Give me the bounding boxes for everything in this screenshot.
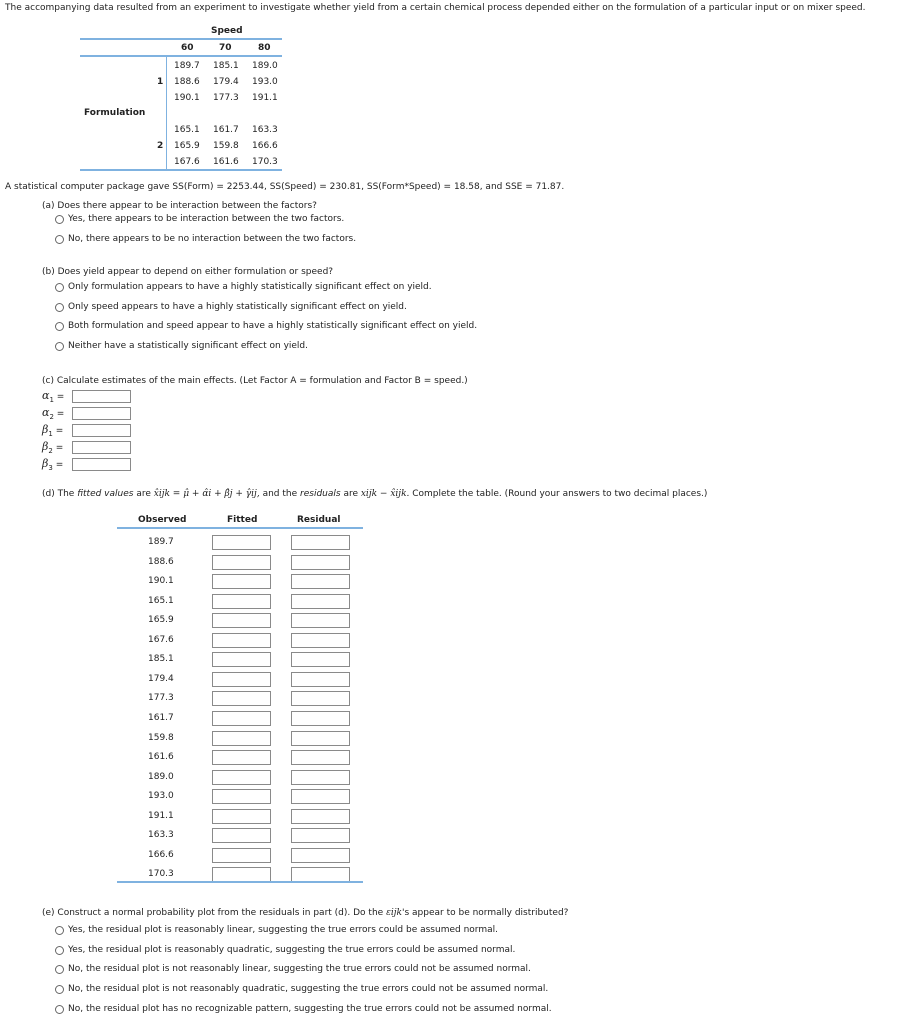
cell: 177.3 [213,93,239,103]
fitted-input[interactable] [212,809,271,824]
fitted-input[interactable] [212,555,271,570]
part-a-option-1-label: Yes, there appears to be interaction between the two factors. [68,214,345,224]
residual-input[interactable] [291,750,350,765]
fitted-input[interactable] [212,633,271,648]
part-b-option-3-radio[interactable] [55,322,64,331]
fitted-input[interactable] [212,731,271,746]
header-rule [80,55,282,57]
observed-value: 165.9 [148,615,174,625]
fitted-input[interactable] [212,613,271,628]
residual-header: Residual [297,515,341,525]
part-e-option-1-radio[interactable] [55,926,64,935]
residual-input[interactable] [291,828,350,843]
stats-text: A statistical computer package gave SS(Form) = 2253.44, SS(Speed) = 230.81, SS(Form*Speed) = 18.58, and SSE = 71.87. [5,182,565,192]
header-rule [117,527,363,529]
part-a-option-1-radio[interactable] [55,215,64,224]
part-b-option-3-label: Both formulation and speed appear to have a highly statistically significant effect on yield. [68,321,478,331]
fitted-input[interactable] [212,711,271,726]
alpha-1-label: $\alpha_1$ = [42,389,65,404]
row-divider [166,57,167,169]
cell: 191.1 [252,93,278,103]
residual-input[interactable] [291,770,350,785]
residual-input[interactable] [291,574,350,589]
part-e-option-5-label: No, the residual plot has no recognizable pattern, suggesting the true errors could not be assumed normal. [68,1004,552,1014]
residual-input[interactable] [291,613,350,628]
observed-value: 193.0 [148,791,174,801]
residual-input[interactable] [291,848,350,863]
cell: 190.1 [174,93,200,103]
cell: 185.1 [213,61,239,71]
part-b-option-1-label: Only formulation appears to have a highly statistically significant effect on yield. [68,282,432,292]
observed-value: 170.3 [148,869,174,879]
residual-input[interactable] [291,652,350,667]
part-d-instructions: (d) The fitted values are x̂ijk = μ̂ + α̂i + β̂j + γ̂ij, and the residuals are xijk − x̂ijk. Complete the table. (Round your answers to two decimal places.) [42,489,708,499]
cell: 170.3 [252,157,278,167]
group-1-label: 1 [157,77,164,87]
observed-value: 163.3 [148,830,174,840]
residual-input[interactable] [291,809,350,824]
part-b-option-1-radio[interactable] [55,283,64,292]
speed-60: 60 [181,43,194,53]
residual-input[interactable] [291,555,350,570]
residual-input[interactable] [291,711,350,726]
part-e-option-1-label: Yes, the residual plot is reasonably linear, suggesting the true errors could be assumed normal. [68,925,498,935]
residual-input[interactable] [291,535,350,550]
fitted-input[interactable] [212,652,271,667]
residual-input[interactable] [291,633,350,648]
part-b-option-2-radio[interactable] [55,303,64,312]
observed-value: 190.1 [148,576,174,586]
part-e-option-3-radio[interactable] [55,965,64,974]
cell: 166.6 [252,141,278,151]
part-b-option-4-radio[interactable] [55,342,64,351]
table-bottom-rule [80,169,282,171]
observed-value: 167.6 [148,635,174,645]
speed-70: 70 [219,43,232,53]
table-top-rule [80,38,282,40]
part-e-option-2-radio[interactable] [55,946,64,955]
beta-3-label: $\beta_3$ = [42,457,64,472]
part-e-option-2-label: Yes, the residual plot is reasonably quadratic, suggesting the true errors could be assumed normal. [68,945,516,955]
cell: 161.6 [213,157,239,167]
observed-value: 166.6 [148,850,174,860]
residual-input[interactable] [291,789,350,804]
residual-input[interactable] [291,691,350,706]
part-e-option-4-label: No, the residual plot is not reasonably quadratic, suggesting the true errors could not be assumed normal. [68,984,549,994]
cell: 189.0 [252,61,278,71]
observed-value: 177.3 [148,693,174,703]
observed-value: 189.7 [148,537,174,547]
observed-value: 165.1 [148,596,174,606]
observed-value: 179.4 [148,674,174,684]
speed-80: 80 [258,43,271,53]
fitted-input[interactable] [212,594,271,609]
part-e-option-3-label: No, the residual plot is not reasonably linear, suggesting the true errors could not be assumed normal. [68,964,531,974]
fitted-input[interactable] [212,789,271,804]
cell: 179.4 [213,77,239,87]
part-b-option-2-label: Only speed appears to have a highly statistically significant effect on yield. [68,302,407,312]
group-2-label: 2 [157,141,164,151]
beta-2-input[interactable] [72,441,131,454]
observed-value: 191.1 [148,811,174,821]
part-a-option-2-radio[interactable] [55,235,64,244]
part-e-option-5-radio[interactable] [55,1005,64,1014]
observed-value: 185.1 [148,654,174,664]
table-bottom-rule [117,881,363,883]
observed-value: 161.6 [148,752,174,762]
part-a-option-2-label: No, there appears to be no interaction between the two factors. [68,234,357,244]
beta-1-label: $\beta_1$ = [42,423,64,438]
part-e-question: (e) Construct a normal probability plot from the residuals in part (d). Do the εijk's appear to be normally distributed? [42,908,569,918]
fitted-header: Fitted [227,515,258,525]
cell: 163.3 [252,125,278,135]
cell: 165.1 [174,125,200,135]
part-a-question: (a) Does there appear to be interaction between the factors? [42,201,317,211]
residual-input[interactable] [291,731,350,746]
part-b-option-4-label: Neither have a statistically significant effect on yield. [68,341,309,351]
speed-header: Speed [211,26,243,36]
formulation-label: Formulation [84,108,146,118]
cell: 167.6 [174,157,200,167]
fitted-input[interactable] [212,535,271,550]
observed-header: Observed [138,515,187,525]
residual-input[interactable] [291,867,350,882]
fitted-input[interactable] [212,691,271,706]
fitted-input[interactable] [212,867,271,882]
fitted-input[interactable] [212,750,271,765]
cell: 188.6 [174,77,200,87]
alpha-2-input[interactable] [72,407,131,420]
beta-1-input[interactable] [72,424,131,437]
fitted-input[interactable] [212,574,271,589]
observed-value: 159.8 [148,733,174,743]
fitted-input[interactable] [212,848,271,863]
fitted-input[interactable] [212,672,271,687]
fitted-input[interactable] [212,770,271,785]
residual-input[interactable] [291,594,350,609]
observed-value: 188.6 [148,557,174,567]
cell: 161.7 [213,125,239,135]
cell: 159.8 [213,141,239,151]
cell: 189.7 [174,61,200,71]
fitted-input[interactable] [212,828,271,843]
part-c-question: (c) Calculate estimates of the main effects. (Let Factor A = formulation and Factor B = speed.) [42,376,468,386]
residual-input[interactable] [291,672,350,687]
beta-2-label: $\beta_2$ = [42,440,64,455]
beta-3-input[interactable] [72,458,131,471]
intro-text: The accompanying data resulted from an experiment to investigate whether yield from a certain chemical process depended either on the formulation of a particular input or on mixer speed. [5,3,866,13]
cell: 165.9 [174,141,200,151]
cell: 193.0 [252,77,278,87]
observed-value: 161.7 [148,713,174,723]
part-e-option-4-radio[interactable] [55,985,64,994]
alpha-2-label: $\alpha_2$ = [42,406,65,421]
part-b-question: (b) Does yield appear to depend on either formulation or speed? [42,267,334,277]
observed-value: 189.0 [148,772,174,782]
alpha-1-input[interactable] [72,390,131,403]
